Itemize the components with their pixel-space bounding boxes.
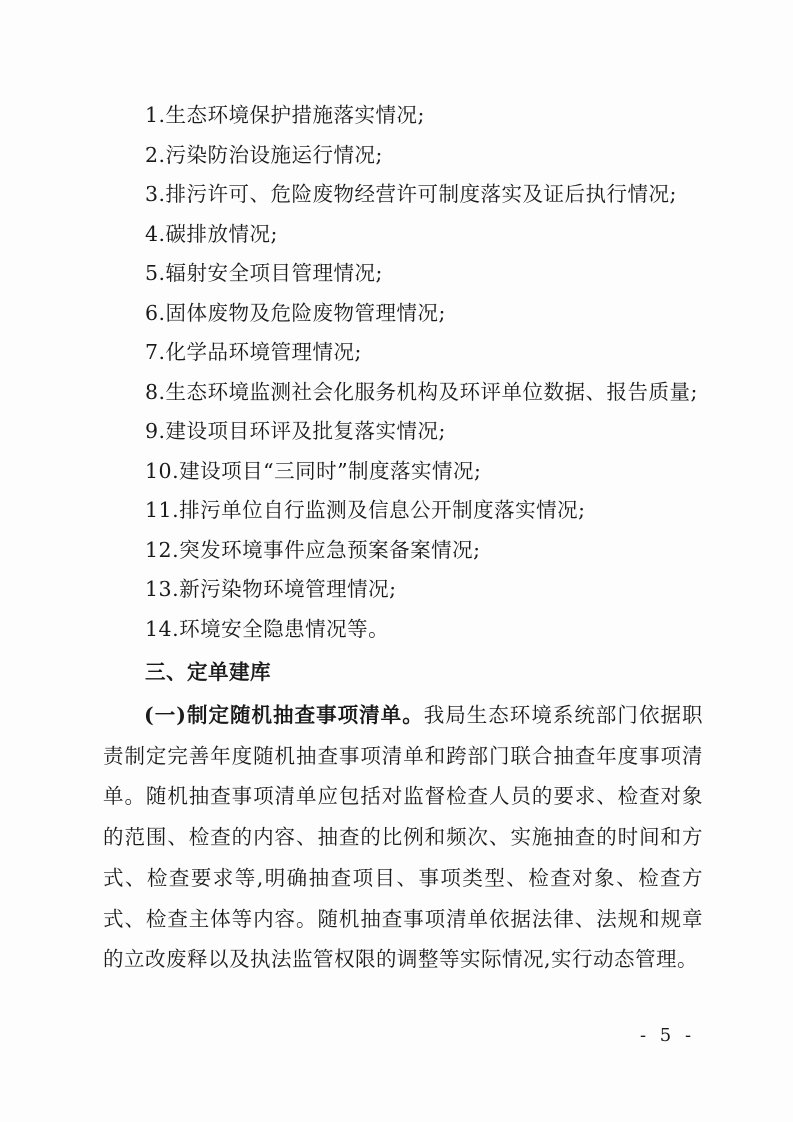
list-item: 9.建设项目环评及批复落实情况; (145, 419, 446, 443)
list-item: 4.碳排放情况; (145, 221, 278, 246)
list-item: 5.辐射安全项目管理情况; (145, 261, 383, 285)
list-item: 8.生态环境监测社会化服务机构及环评单位数据、报告质量; (145, 379, 698, 404)
inspection-items-list (145, 96, 745, 649)
list-item: 2.污染防治设施运行情况; (145, 142, 383, 167)
list-item: 12.突发环境事件应急预案备案情况; (145, 537, 481, 562)
list-item: 13.新污染物环境管理情况; (145, 577, 397, 601)
list-item: 7.化学品环境管理情况; (145, 340, 362, 364)
paragraph-body: 我局生态环境系统部门依据职责制定完善年度随机抽查事项清单和跨部门联合抽查年度事项清单。随机抽查事项清单应包括对监督检查人员的要求、检查对象的范围、检查的内容、抽查的比例和频次、实施抽查的时间和方式、检查要求等,明确抽查项目、事项类型、检查对象、检查方式、检查主体等内容。随机抽查事项清单依据法律、法规和规章的立改废释以及执法监管权限的调整等实际情况,实行动态管理。 (103, 703, 703, 972)
section-heading: 三、定单建库 (145, 660, 271, 684)
paragraph-lead: (一)制定随机抽查事项清单。 (144, 703, 424, 727)
page-number: - 5 - (640, 1025, 696, 1046)
list-item: 14.环境安全隐患情况等。 (145, 616, 390, 641)
body-paragraph (103, 695, 703, 980)
list-item: 1.生态环境保护措施落实情况; (145, 103, 425, 127)
list-item: 11.排污单位自行监测及信息公开制度落实情况; (145, 498, 586, 522)
list-item: 10.建设项目“三同时”制度落实情况; (145, 458, 482, 483)
list-item: 3.排污许可、危险废物经营许可制度落实及证后执行情况; (145, 182, 677, 206)
list-item: 6.固体废物及危险废物管理情况; (145, 300, 446, 325)
